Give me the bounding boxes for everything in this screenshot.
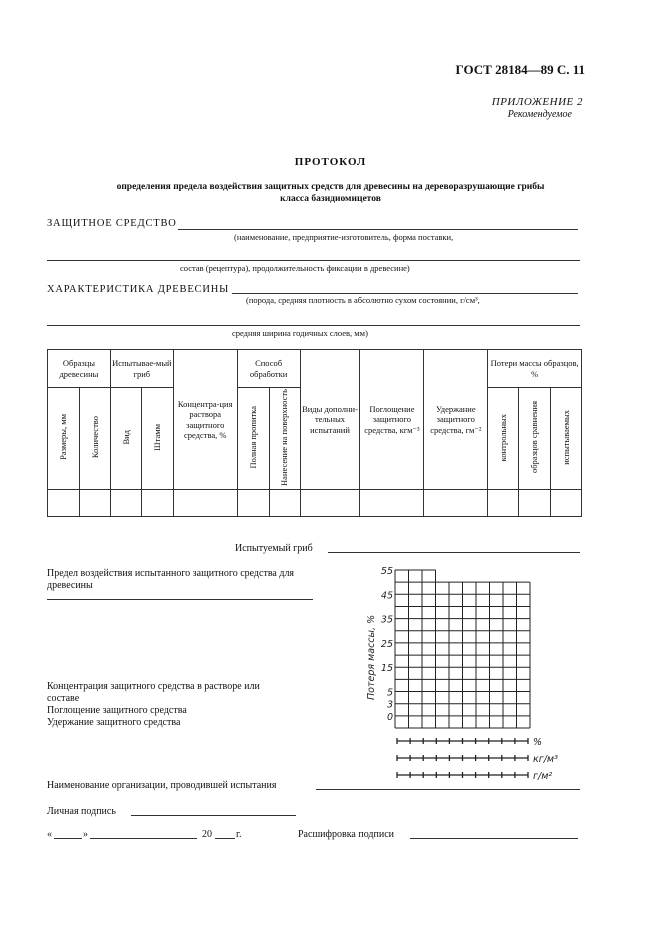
signature-field[interactable]	[131, 815, 296, 816]
tested-column-header: испытываемых	[551, 388, 582, 490]
concentration-label-1: Концентрация защитного средства в растворе или	[47, 681, 260, 692]
y-tick-label: 5	[386, 687, 393, 699]
limit-label-1: Предел воздействия испытанного защитного средства для	[47, 568, 295, 579]
quantity-column-header: Количество	[79, 388, 110, 490]
control-column-header: контрольных	[488, 388, 519, 490]
date-close-quote: »	[83, 829, 88, 840]
mass-loss-group-header: Потери массы образцов, %	[488, 350, 582, 388]
protocol-subtitle-1: определения предела воздействия защитных средств для древесины на дереворазрушающие грибы	[116, 182, 545, 192]
scale-unit-percent: %	[533, 737, 543, 748]
strain-column-header: Штамм	[141, 388, 173, 490]
limit-label-2: древесины	[47, 580, 93, 591]
doc-reference: ГОСТ 28184—89 С. 11	[455, 62, 585, 77]
retention-label: Удержание защитного средства	[47, 717, 181, 728]
organization-field[interactable]	[316, 789, 580, 790]
samples-group-header: Образцы древесины	[48, 350, 111, 388]
y-tick-label: 45	[380, 590, 393, 602]
protective-agent-label: ЗАЩИТНОЕ СРЕДСТВО	[47, 218, 177, 229]
protocol-title: ПРОТОКОЛ	[294, 156, 367, 168]
test-types-header: Виды дополни-тельных испытаний	[300, 350, 360, 490]
tested-fungus-label: Испытуемый гриб	[235, 543, 313, 554]
concentration-label-2: составе	[47, 693, 80, 704]
y-tick-label: 35	[380, 614, 393, 626]
wood-caption-2: средняя ширина годичных слоев, мм)	[232, 328, 368, 338]
y-tick-label: 3	[386, 699, 393, 711]
y-tick-label: 15	[380, 663, 393, 675]
protocol-subtitle-2: класса базидиомицетов	[280, 194, 381, 204]
date-day-field[interactable]	[54, 838, 82, 839]
date-year-prefix: 20	[202, 829, 212, 840]
y-tick-label: 25	[380, 638, 393, 650]
signature-decoding-field[interactable]	[410, 838, 578, 839]
scale-unit-kg-m3: кг/м³	[533, 754, 558, 765]
absorption-label: Поглощение защитного средства	[47, 705, 187, 716]
chart-ylabel: Потеря массы, %	[366, 614, 377, 700]
signature-decoding-label: Расшифровка подписи	[298, 829, 394, 840]
concentration-header: Концентра-ция раствора защитного средства, %	[173, 350, 237, 490]
method-group-header: Способ обработки	[237, 350, 300, 388]
appendix-note: Рекомендуемое	[507, 109, 572, 120]
y-tick-label: 0	[386, 711, 393, 723]
fungus-group-header: Испытывае-мый гриб	[110, 350, 173, 388]
protective-agent-caption-1: (наименование, предприятие-изготовитель, форма поставки,	[234, 232, 454, 242]
scale-unit-g-m2: г/м²	[533, 771, 553, 782]
sizes-column-header: Размеры, мм	[48, 388, 80, 490]
date-year-suffix: г.	[236, 829, 242, 840]
absorption-header: Поглощение защитного средства, кгм⁻³	[360, 350, 424, 490]
species-column-header: Вид	[110, 388, 141, 490]
y-tick-label: 55	[380, 566, 393, 577]
full-impregnation-column-header: Полная пропитка	[237, 388, 269, 490]
wood-characteristic-label: ХАРАКТЕРИСТИКА ДРЕВЕСИНЫ	[47, 284, 230, 295]
wood-caption-1: (порода, средняя плотность в абсолютно сухом состоянии, г/см³,	[246, 295, 480, 305]
retention-header: Удержание защитного средства, гм⁻²	[424, 350, 488, 490]
protective-agent-caption-2: состав (рецептура), продолжительность фиксации в древесине)	[180, 263, 410, 273]
organization-label: Наименование организации, проводившей испытания	[47, 780, 277, 791]
surface-application-column-header: Нанесение на поверхность	[269, 388, 300, 490]
date-open-quote: «	[47, 829, 52, 840]
date-year-field[interactable]	[215, 838, 235, 839]
appendix-title: ПРИЛОЖЕНИЕ 2	[491, 96, 583, 108]
signature-label: Личная подпись	[47, 806, 116, 817]
reference-column-header: образцов сравнения	[519, 388, 551, 490]
date-month-field[interactable]	[90, 838, 197, 839]
